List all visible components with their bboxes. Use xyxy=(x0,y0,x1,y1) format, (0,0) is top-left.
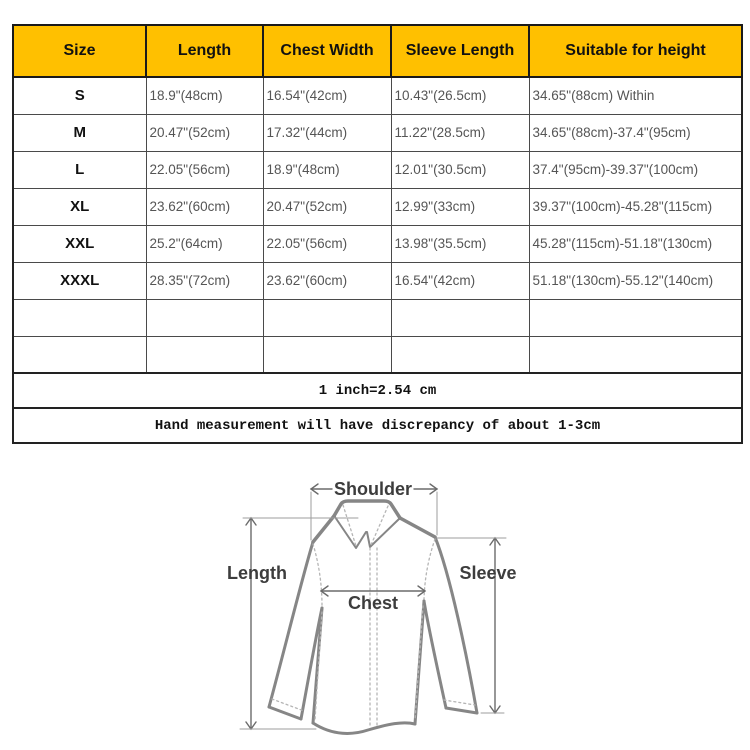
table-row-l xyxy=(13,151,742,188)
col-header-chest: Chest Width xyxy=(263,25,391,77)
table-row-s xyxy=(13,77,742,114)
length-arrow xyxy=(240,518,358,729)
header-row xyxy=(13,25,742,77)
table-cell: 28.35"(72cm) xyxy=(146,262,263,299)
table-row-m xyxy=(13,114,742,151)
sleeve-label: Sleeve xyxy=(459,563,517,583)
table-cell xyxy=(263,299,391,336)
chest-label: Chest xyxy=(347,593,399,613)
table-row-empty xyxy=(13,299,742,336)
table-cell: 16.54"(42cm) xyxy=(391,262,529,299)
measurement-discrepancy-note: Hand measurement will have discrepancy of about 1-3cm xyxy=(13,408,742,443)
note-row-discrepancy xyxy=(13,408,742,443)
table-cell xyxy=(13,336,146,373)
table-cell: S xyxy=(13,77,146,114)
table-cell: 34.65"(88cm)-37.4"(95cm) xyxy=(529,114,742,151)
table-cell: 22.05"(56cm) xyxy=(263,225,391,262)
table-cell: 34.65"(88cm) Within xyxy=(529,77,742,114)
length-label: Length xyxy=(227,563,287,583)
table-cell: 51.18"(130cm)-55.12"(140cm) xyxy=(529,262,742,299)
table-cell xyxy=(146,299,263,336)
table-cell: 10.43"(26.5cm) xyxy=(391,77,529,114)
col-header-length: Length xyxy=(146,25,263,77)
table-cell: 12.01"(30.5cm) xyxy=(391,151,529,188)
table-cell: M xyxy=(13,114,146,151)
table-cell: 20.47"(52cm) xyxy=(263,188,391,225)
note-row-inch-conversion xyxy=(13,373,742,408)
table-cell: 16.54"(42cm) xyxy=(263,77,391,114)
col-header-height: Suitable for height xyxy=(529,25,742,77)
shoulder-label: Shoulder xyxy=(333,479,413,499)
table-cell: 39.37"(100cm)-45.28"(115cm) xyxy=(529,188,742,225)
table-cell xyxy=(529,299,742,336)
table-cell: 22.05"(56cm) xyxy=(146,151,263,188)
inch-conversion-note: 1 inch=2.54 cm xyxy=(13,373,742,408)
table-cell: XXXL xyxy=(13,262,146,299)
table-cell: 13.98"(35.5cm) xyxy=(391,225,529,262)
table-cell xyxy=(146,336,263,373)
table-cell xyxy=(529,336,742,373)
table-row-xxxl xyxy=(13,262,742,299)
table-cell: XXL xyxy=(13,225,146,262)
table-cell: L xyxy=(13,151,146,188)
table-cell xyxy=(391,299,529,336)
table-cell: 23.62"(60cm) xyxy=(146,188,263,225)
table-cell xyxy=(263,336,391,373)
shirt-illustration xyxy=(269,501,477,733)
table-cell: 23.62"(60cm) xyxy=(263,262,391,299)
table-cell: 18.9"(48cm) xyxy=(146,77,263,114)
table-cell: 11.22"(28.5cm) xyxy=(391,114,529,151)
table-cell: XL xyxy=(13,188,146,225)
table-row-xxl xyxy=(13,225,742,262)
table-cell: 37.4"(95cm)-39.37"(100cm) xyxy=(529,151,742,188)
table-cell: 25.2"(64cm) xyxy=(146,225,263,262)
table-cell: 20.47"(52cm) xyxy=(146,114,263,151)
size-table xyxy=(12,24,743,444)
table-cell xyxy=(391,336,529,373)
col-header-sleeve: Sleeve Length xyxy=(391,25,529,77)
col-header-size: Size xyxy=(13,25,146,77)
table-row-xl xyxy=(13,188,742,225)
table-cell xyxy=(13,299,146,336)
shirt-measurement-diagram xyxy=(198,456,560,750)
table-cell: 18.9"(48cm) xyxy=(263,151,391,188)
table-row-empty xyxy=(13,336,742,373)
table-cell: 12.99"(33cm) xyxy=(391,188,529,225)
table-cell: 45.28"(115cm)-51.18"(130cm) xyxy=(529,225,742,262)
table-cell: 17.32"(44cm) xyxy=(263,114,391,151)
